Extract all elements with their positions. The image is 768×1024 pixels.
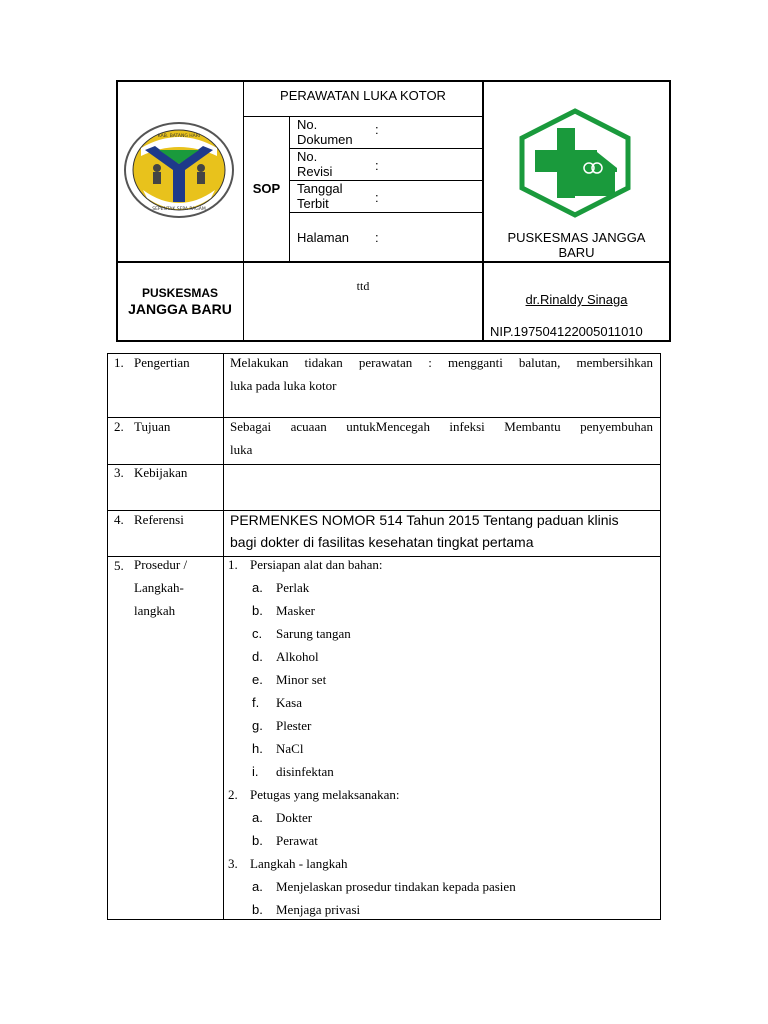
item-text: Perlak bbox=[276, 580, 310, 595]
item-text: NaCl bbox=[276, 741, 304, 756]
row-tujuan-line1: Sebagai acuaan untukMencegah infeksi Membantu penyembuhan bbox=[230, 419, 653, 434]
item-mark: g. bbox=[252, 718, 263, 733]
prosedur-label-line: Prosedur / bbox=[134, 557, 188, 572]
page-title: PERAWATAN LUKA KOTOR bbox=[280, 88, 446, 103]
field-label: No. bbox=[297, 117, 318, 132]
item-mark: d. bbox=[252, 649, 263, 664]
row-kebijakan-num: 3. bbox=[114, 465, 124, 480]
field-sep: : bbox=[375, 158, 379, 173]
left-org-line2: JANGGA BARU bbox=[128, 301, 232, 317]
field-tanggal-terbit bbox=[297, 181, 343, 211]
row-prosedur-label bbox=[134, 553, 187, 622]
row-pengertian-num: 1. bbox=[114, 355, 124, 370]
row-prosedur-num: 5. bbox=[114, 558, 124, 573]
prosedur-label-line: langkah bbox=[134, 603, 176, 618]
item-text: disinfektan bbox=[276, 764, 334, 779]
row-tujuan-num: 2. bbox=[114, 419, 124, 434]
signer-nip: NIP.197504122005011010 bbox=[490, 324, 643, 339]
list-item bbox=[228, 645, 658, 668]
item-text: Plester bbox=[276, 718, 312, 733]
field-sep: : bbox=[375, 230, 379, 245]
row-referensi-line2: bagi dokter di fasilitas kesehatan tingkat pertama bbox=[230, 534, 534, 550]
logo-text-bottom: SEPENTAK SEPA RAGAM bbox=[152, 207, 206, 212]
item-text: Alkohol bbox=[276, 649, 319, 664]
field-no-revisi bbox=[297, 149, 332, 179]
list-item bbox=[228, 622, 658, 645]
step-heading bbox=[228, 553, 658, 576]
right-org-line2: BARU bbox=[558, 245, 595, 260]
step-title: Persiapan alat dan bahan: bbox=[250, 557, 383, 572]
row-kebijakan-label: Kebijakan bbox=[134, 465, 188, 480]
item-mark: b. bbox=[252, 833, 263, 848]
item-text: Perawat bbox=[276, 833, 318, 848]
right-org-line1: PUSKESMAS JANGGA bbox=[507, 230, 646, 245]
row-pengertian-label: Pengertian bbox=[134, 355, 190, 370]
field-label: Revisi bbox=[297, 164, 333, 179]
item-text: Dokter bbox=[276, 810, 313, 825]
item-mark: i. bbox=[252, 764, 259, 779]
item-text: Masker bbox=[276, 603, 315, 618]
row-pengertian-line2: luka pada luka kotor bbox=[230, 378, 337, 393]
item-mark: a. bbox=[252, 810, 263, 825]
prosedur-label-line: Langkah- bbox=[134, 580, 184, 595]
list-item bbox=[228, 691, 658, 714]
item-text: Minor set bbox=[276, 672, 327, 687]
field-label: Terbit bbox=[297, 196, 329, 211]
row-referensi-line1: PERMENKES NOMOR 514 Tahun 2015 Tentang paduan klinis bbox=[230, 512, 619, 528]
list-item bbox=[228, 737, 658, 760]
step-num: 3. bbox=[228, 856, 238, 871]
list-item bbox=[228, 829, 658, 852]
right-org-name bbox=[484, 230, 669, 260]
item-text: Menjelaskan prosedur tindakan kepada pasien bbox=[276, 879, 516, 894]
field-no-dokumen bbox=[297, 117, 353, 147]
item-mark: b. bbox=[252, 603, 263, 618]
field-label: Tanggal bbox=[297, 181, 343, 196]
field-sep: : bbox=[375, 190, 379, 205]
item-mark: e. bbox=[252, 672, 263, 687]
step-num: 2. bbox=[228, 787, 238, 802]
field-label: No. bbox=[297, 149, 318, 164]
row-pengertian-line1: Melakukan tidakan perawatan : mengganti balutan, membersihkan bbox=[230, 355, 653, 370]
sop-label: SOP bbox=[252, 181, 281, 196]
field-label: Dokumen bbox=[297, 132, 353, 147]
field-halaman: Halaman bbox=[297, 230, 350, 245]
row-tujuan-line2: luka bbox=[230, 442, 253, 457]
list-item bbox=[228, 898, 658, 921]
procedure-list bbox=[228, 553, 658, 921]
row-referensi-num: 4. bbox=[114, 512, 124, 527]
list-item bbox=[228, 714, 658, 737]
item-mark: a. bbox=[252, 580, 263, 595]
puskesmas-logo bbox=[517, 108, 633, 218]
step-title: Langkah - langkah bbox=[250, 856, 348, 871]
signature-placeholder: ttd bbox=[356, 279, 370, 293]
item-text: Kasa bbox=[276, 695, 302, 710]
signer-name: dr.Rinaldy Sinaga bbox=[525, 292, 628, 307]
item-mark: b. bbox=[252, 902, 263, 917]
list-item bbox=[228, 576, 658, 599]
item-text: Menjaga privasi bbox=[276, 902, 361, 917]
item-text: Sarung tangan bbox=[276, 626, 351, 641]
step-heading bbox=[228, 783, 658, 806]
step-heading bbox=[228, 852, 658, 875]
logo-text-top: KAB. BATANG HARI bbox=[157, 134, 201, 139]
list-item bbox=[228, 599, 658, 622]
item-mark: c. bbox=[252, 626, 263, 641]
kabupaten-logo bbox=[123, 120, 235, 220]
row-tujuan-label: Tujuan bbox=[134, 419, 171, 434]
row-referensi-label: Referensi bbox=[134, 512, 184, 527]
item-mark: h. bbox=[252, 741, 263, 756]
item-mark: a. bbox=[252, 879, 263, 894]
list-item bbox=[228, 806, 658, 829]
item-mark: f. bbox=[252, 695, 260, 710]
field-sep: : bbox=[375, 122, 379, 137]
step-title: Petugas yang melaksanakan: bbox=[250, 787, 400, 802]
left-org-line1: PUSKESMAS bbox=[141, 286, 218, 300]
list-item bbox=[228, 760, 658, 783]
list-item bbox=[228, 668, 658, 691]
step-num: 1. bbox=[228, 557, 238, 572]
left-org-name bbox=[118, 286, 242, 318]
list-item bbox=[228, 875, 658, 898]
